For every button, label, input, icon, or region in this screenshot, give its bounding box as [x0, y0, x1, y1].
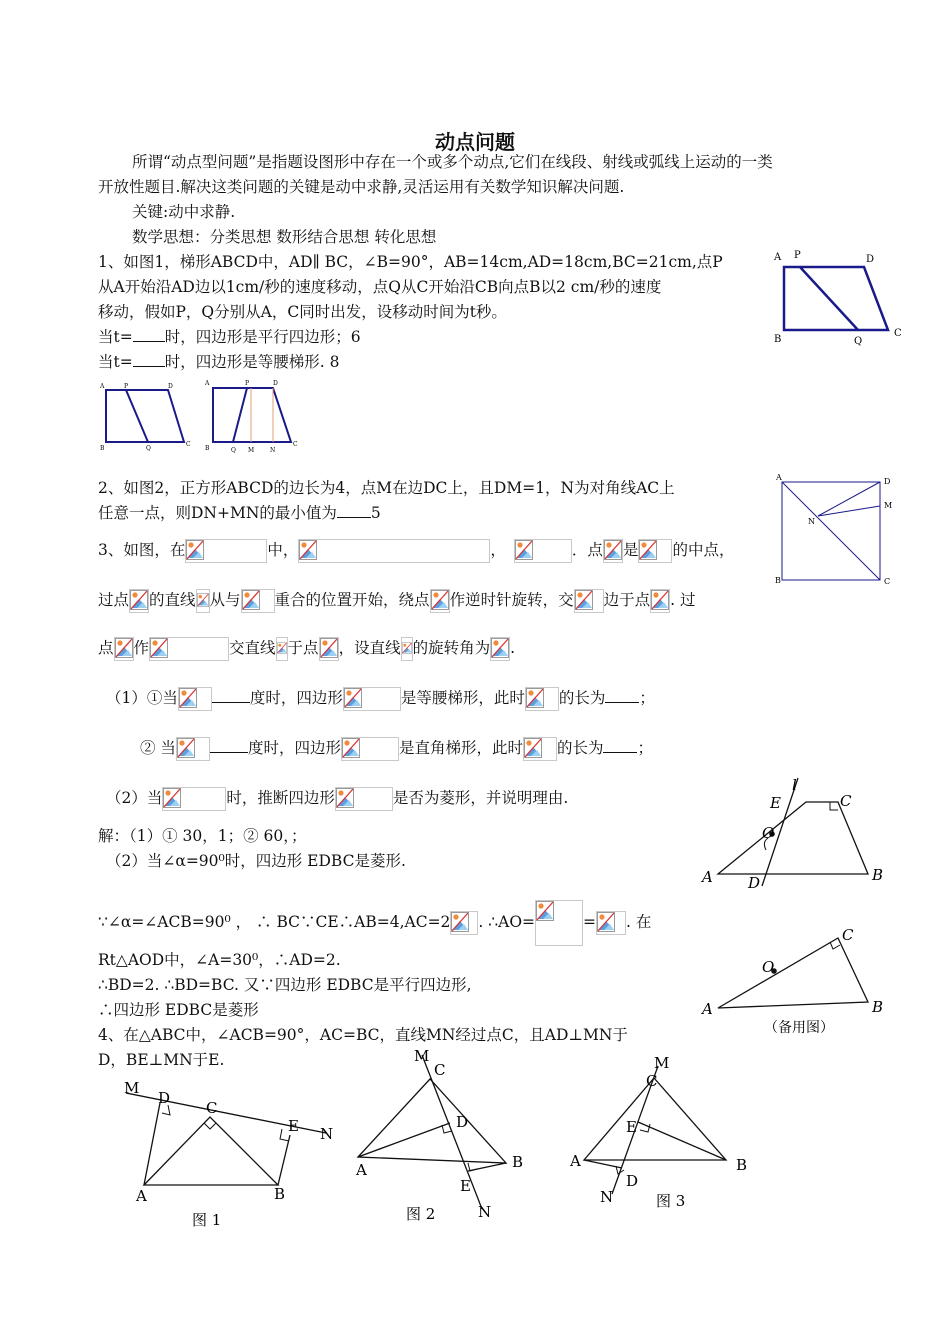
- formula-image: [650, 589, 670, 613]
- broken-image-icon: [342, 738, 360, 758]
- label-b: B: [736, 1156, 748, 1174]
- label-d: D: [626, 1172, 639, 1190]
- label-b: B: [205, 445, 210, 452]
- key-point: 关键:动中求静.: [132, 203, 236, 221]
- label-b: B: [872, 866, 884, 884]
- page-title: 动点问题: [435, 130, 515, 154]
- q1-line-3: 移动，假如P，Q分别从A，C同时出发，设移动时间为t秒。: [98, 303, 507, 321]
- label-e: E: [288, 1117, 299, 1135]
- backup-caption: （备用图）: [764, 1020, 834, 1036]
- formula-image: [319, 637, 339, 661]
- label-n: N: [320, 1125, 334, 1143]
- label-c: C: [186, 441, 191, 448]
- broken-image-icon: [336, 788, 354, 808]
- formula-image: [241, 589, 275, 613]
- answer-blank: [603, 738, 637, 753]
- answer-blank: [212, 688, 250, 703]
- label-e: E: [770, 794, 781, 812]
- broken-image-icon: [320, 638, 338, 658]
- broken-image-icon: [344, 688, 362, 708]
- label-o: O: [762, 824, 775, 842]
- q1-answer-b: 当t= 时，四边形是等腰梯形. 8: [98, 353, 340, 371]
- label-e: E: [460, 1177, 471, 1195]
- label-b: B: [774, 334, 782, 345]
- formula-image: [523, 737, 557, 761]
- formula-image: [176, 737, 210, 761]
- broken-image-icon: [402, 638, 412, 658]
- label-d: D: [456, 1113, 469, 1131]
- formula-image: [401, 637, 413, 661]
- answer-blank: [133, 327, 165, 342]
- label-b: B: [872, 998, 884, 1016]
- formula-image: [450, 911, 478, 935]
- formula-image: [129, 589, 149, 613]
- formula-image: [149, 637, 229, 661]
- label-m: M: [414, 1047, 430, 1065]
- broken-image-icon: [115, 638, 133, 658]
- q3-line-2: 过点 的直线 从与 重合的位置开始，绕点 作逆时针旋转，交 边于点 . 过: [98, 588, 695, 613]
- broken-image-icon: [242, 590, 260, 610]
- broken-image-icon: [524, 738, 542, 758]
- solution-line-6: ∴四边形 EDBC是菱形: [98, 1001, 259, 1019]
- broken-image-icon: [150, 638, 168, 658]
- intro-line-2: 开放性题目.解决这类问题的关键是动中求静,灵活运用有关数学知识解决问题.: [98, 178, 625, 196]
- label-c: C: [894, 328, 902, 339]
- label-m: M: [884, 501, 893, 510]
- q4-line-2: D，BE⊥MN于E.: [98, 1051, 225, 1069]
- label-n: N: [478, 1203, 492, 1221]
- q2-line-2: 任意一点，则DN+MN的最小值为 5: [98, 504, 381, 522]
- label-b: B: [100, 445, 105, 452]
- intro-line-1: 所谓“动点型问题”是指题设图形中存在一个或多个动点,它们在线段、射线或弧线上运动的一类: [132, 153, 773, 171]
- formula-image: [490, 637, 510, 661]
- formula-image: [335, 787, 393, 811]
- q4-line-1: 4、在△ABC中，∠ACB=90°，AC=BC，直线MN经过点C，且AD⊥MN于: [98, 1026, 628, 1044]
- label-q: Q: [231, 447, 236, 454]
- answer-blank: [133, 352, 165, 367]
- figure-3: [566, 1050, 766, 1210]
- label-n: N: [270, 447, 276, 454]
- label-c: C: [840, 792, 852, 810]
- label-d: D: [168, 383, 173, 390]
- label-m: M: [124, 1079, 140, 1097]
- label-e: E: [626, 1118, 637, 1136]
- label-l: l: [792, 776, 797, 794]
- formula-image: [638, 539, 672, 563]
- label-p: P: [794, 250, 801, 261]
- label-b: B: [775, 576, 781, 585]
- solution-line-4: Rt△AOD中，∠A=30⁰，∴AD=2.: [98, 951, 341, 969]
- label-n: N: [808, 517, 815, 526]
- broken-image-icon: [299, 540, 317, 560]
- formula-image: [430, 589, 450, 613]
- label-c: C: [206, 1099, 218, 1117]
- figure-backup: [696, 920, 896, 1040]
- label-m: M: [654, 1054, 670, 1072]
- fig1-caption: 图 1: [192, 1211, 222, 1229]
- label-b: B: [274, 1185, 286, 1203]
- broken-image-icon: [451, 912, 469, 932]
- formula-image: [114, 637, 134, 661]
- broken-image-icon: [526, 688, 544, 708]
- label-a: A: [356, 1161, 367, 1179]
- label-a: A: [205, 380, 210, 387]
- broken-image-icon: [163, 788, 181, 808]
- label-d: D: [866, 254, 875, 265]
- q3-part-1b: ② 当 度时，四边形 是直角梯形，此时 的长为 ；: [140, 736, 653, 761]
- q2-line-1: 2、如图2，正方形ABCD的边长为4，点M在边DC上，且DM=1，N为对角线AC上: [98, 479, 675, 497]
- formula-image: [341, 737, 399, 761]
- label-q: Q: [146, 445, 151, 452]
- label-c: C: [842, 926, 854, 944]
- q3-part-2: （2）当 时，推断四边形 是否为菱形，并说明理由.: [106, 786, 568, 811]
- label-a: A: [570, 1152, 581, 1170]
- label-a: A: [774, 252, 782, 263]
- label-c: C: [646, 1072, 658, 1090]
- label-a: A: [136, 1187, 147, 1205]
- figure-trapezoid-small-2: [203, 376, 303, 454]
- fig2-caption: 图 2: [406, 1205, 436, 1223]
- broken-image-icon: [604, 540, 622, 560]
- label-a: A: [702, 868, 713, 886]
- label-a: A: [776, 473, 782, 482]
- label-a: A: [702, 1000, 713, 1018]
- label-m: M: [248, 447, 255, 454]
- label-d: D: [748, 874, 761, 892]
- figure-trapezoid-small-1: [98, 380, 198, 452]
- formula-image: [196, 589, 210, 613]
- fig3-caption: 图 3: [656, 1192, 686, 1210]
- q3-line-1: 3、如图，在 中， ， ．点 是 的中点，: [98, 538, 734, 563]
- formula-image: [343, 687, 401, 711]
- broken-image-icon: [186, 540, 204, 560]
- figure-square: [772, 470, 902, 590]
- formula-image: [596, 911, 626, 935]
- figure-trapezoid-main: [770, 248, 910, 348]
- broken-image-icon: [515, 540, 533, 560]
- solution-line-1: 解：（1）① 30，1；② 60，；: [98, 827, 307, 845]
- label-d: D: [884, 477, 891, 486]
- broken-image-icon: [431, 590, 449, 610]
- label-c: C: [884, 577, 891, 586]
- q1-answer-a: 当t= 时，四边形是平行四边形；6: [98, 328, 361, 346]
- answer-blank: [337, 503, 371, 518]
- figure-rotation: [696, 772, 896, 892]
- formula-image: [535, 900, 583, 946]
- broken-image-icon: [597, 912, 615, 932]
- formula-image: [574, 589, 604, 613]
- broken-image-icon: [177, 738, 195, 758]
- formula-image: [514, 539, 572, 563]
- q3-line-3: 点 作 交直线 于点 ，设直线 的旋转角为 .: [98, 636, 515, 661]
- broken-image-icon: [179, 688, 197, 708]
- broken-image-icon: [575, 590, 593, 610]
- label-o: O: [762, 958, 775, 976]
- broken-image-icon: [651, 590, 669, 610]
- math-thinking: 数学思想：分类思想 数形结合思想 转化思想: [132, 228, 437, 246]
- label-p: P: [124, 383, 129, 390]
- label-a: A: [100, 383, 105, 390]
- q1-line-1: 1、如图1，梯形ABCD中，AD∥ BC，∠B=90°，AB=14cm,AD=18cm,BC=21cm,点P: [98, 253, 723, 271]
- solution-line-5: ∴BD=2. ∴BD=BC. 又∵四边形 EDBC是平行四边形,: [98, 976, 472, 994]
- answer-blank: [210, 738, 248, 753]
- formula-image: [603, 539, 623, 563]
- q1-line-2: 从A开始沿AD边以1cm/秒的速度移动，点Q从C开始沿CB向点B以2 cm/秒的速度: [98, 278, 662, 296]
- broken-image-icon: [639, 540, 657, 560]
- label-d: D: [158, 1089, 171, 1107]
- broken-image-icon: [277, 638, 287, 658]
- label-n: N: [600, 1188, 614, 1206]
- label-b: B: [512, 1153, 524, 1171]
- label-c: C: [293, 441, 298, 448]
- label-p: P: [245, 380, 250, 387]
- broken-image-icon: [536, 901, 554, 921]
- formula-image: [276, 637, 288, 661]
- formula-image: [298, 539, 490, 563]
- answer-blank: [605, 688, 639, 703]
- label-c: C: [434, 1061, 446, 1079]
- formula-image: [162, 787, 226, 811]
- formula-image: [178, 687, 212, 711]
- label-d: D: [273, 380, 278, 387]
- q3-part-1a: （1）①当 度时，四边形 是等腰梯形，此时 的长为 ；: [106, 686, 655, 711]
- figure-1: [110, 1075, 350, 1235]
- solution-line-3: ∵∠α=∠ACB=90⁰ ， ∴ BC∵CE∴AB=4,AC=2 . ∴AO= = . 在: [98, 900, 651, 946]
- broken-image-icon: [491, 638, 509, 658]
- formula-image: [525, 687, 559, 711]
- broken-image-icon: [197, 590, 209, 610]
- solution-line-2: （2）当∠α=90⁰时，四边形 EDBC是菱形.: [106, 852, 406, 870]
- figure-2: [350, 1045, 550, 1225]
- formula-image: [185, 539, 267, 563]
- label-q: Q: [854, 336, 863, 347]
- broken-image-icon: [130, 590, 148, 610]
